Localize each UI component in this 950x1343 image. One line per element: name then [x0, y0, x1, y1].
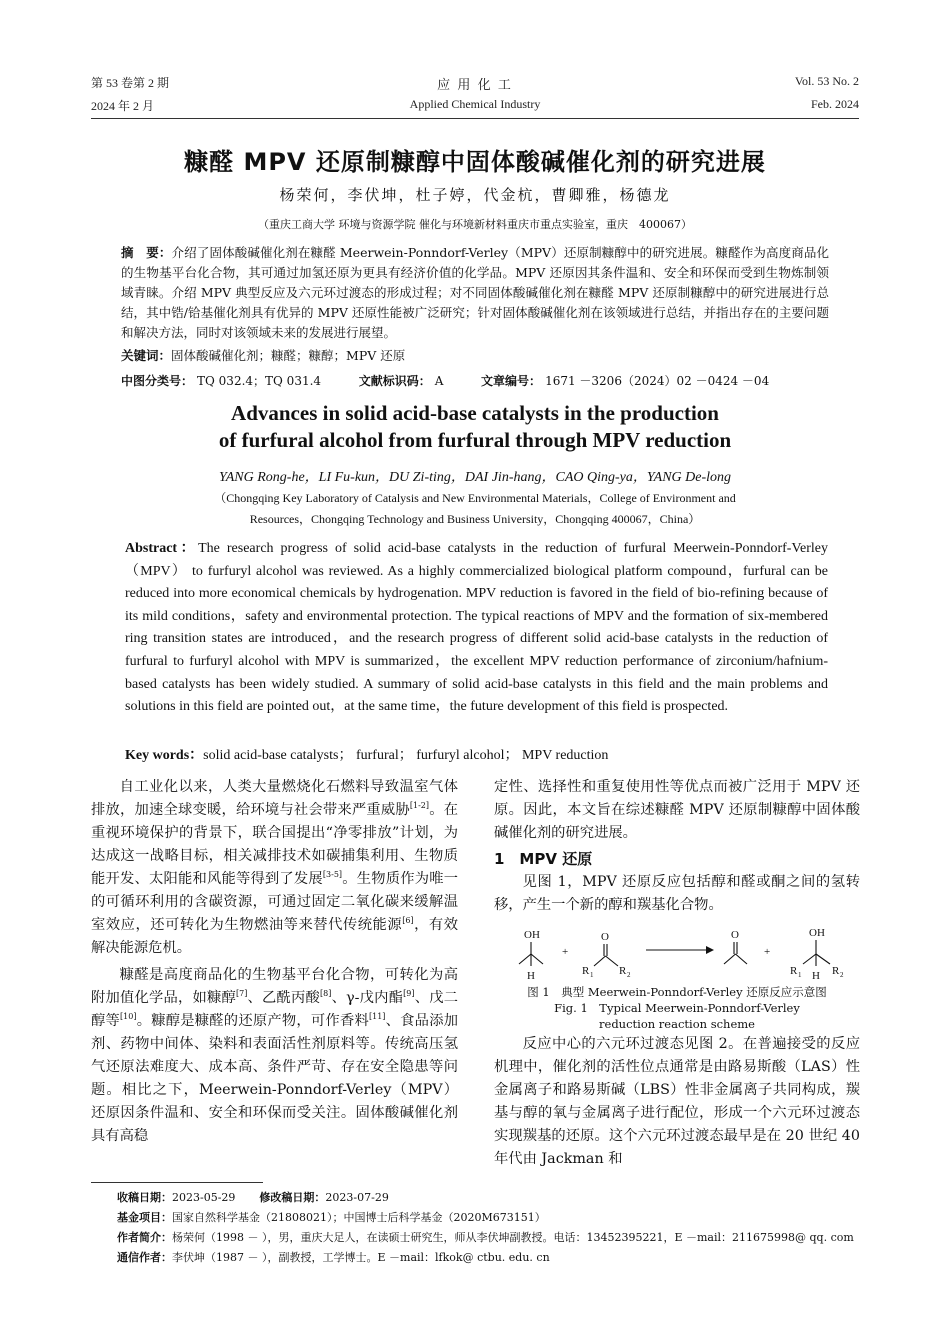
- clc-label: 中图分类号：: [121, 374, 194, 388]
- keywords-en-label: Key words：: [125, 748, 204, 763]
- doc-code-label: 文献标识码：: [358, 374, 431, 388]
- atom-label-h: H: [812, 970, 820, 982]
- author-bio: [117, 1228, 877, 1248]
- authors-cn: 杨荣何，李伏坤，杜子婷，代金杭，曹卿雅，杨德龙: [279, 186, 671, 204]
- abstract-cn-text: 介绍了固体酸碱催化剂在糠醛 Meerwein-Ponndorf-Verley（MPV）还原制糠醇中的研究进展。糠醛作为高度商品化的生物基平台化合物，其可通过加氢还原为更具有经济价值的化学品。MPV 还原因其条件温和、安全和环保而受到生物炼制领域青睐。介绍 MPV 典型反应及六元环过渡态的形成过程；对不同固体酸碱催化剂在糠醛 MPV 还原制糠醇中的研究进展进行总结，其中锆/铪基催化剂具有优异的 MPV 还原性能被广泛研究；针对固体酸碱催化剂在该领域进行总结，并指出存在的主要问题和解决方法，同时对该领域未来的发展进行展望。: [121, 245, 829, 340]
- text-run: 、戊二醇等: [91, 990, 459, 1029]
- abstract-en-text: The research progress of solid acid-base catalysts in the reduction of furfural Meerwein-Ponndorf-Verley（MPV） to furfuryl alcohol was reviewed. As a highly commercialized biological platform compound，furfural can be reduced into more economical chemicals by hydrogenation. MPV reduction is favored in the field of bio-refining because of its mild conditions，safety and environmental protection. The typical reactions of MPV and the formation of six-membered ring transition states are introduced，and the research progress of different solid acid-base catalysts in the reduction of furfural to furfuryl alcohol with MPV is summarized，the excellent MPV reduction performance of zirconium/hafnium-based catalysts has been widely studied. A summary of solid acid-base catalysts in this field and the main problems and solutions in this field are pointed out，at the same time，the future development of this field is prospected.: [125, 541, 828, 715]
- paper-title-en: [0, 400, 950, 454]
- title-en-line1: Advances in solid acid-base catalysts in the production: [231, 401, 719, 425]
- bond: [816, 954, 830, 964]
- citation: [10]: [120, 1012, 137, 1022]
- atom-label-r2: R: [832, 965, 840, 977]
- body-left-column: [91, 776, 458, 1148]
- label: 收稿日期：: [117, 1191, 172, 1204]
- intro-paragraph-3: 定性、选择性和重复使用性等优点而被广泛用于 MPV 还原。因此，本文旨在综述糠醛 MPV 还原制糠醇中固体酸碱催化剂的研究进展。: [494, 779, 860, 841]
- arrow-head: [706, 946, 714, 954]
- citation: [1-2]: [409, 801, 430, 811]
- text-run: 、乙酰丙酸: [247, 990, 321, 1006]
- figure-1-caption-en-2: reduction reaction scheme: [599, 1017, 755, 1031]
- citation: [8]: [320, 989, 332, 999]
- atom-label-r2: R: [619, 965, 627, 977]
- classification-row: [121, 372, 773, 389]
- citation: [9]: [403, 989, 415, 999]
- affiliation-en-line1: （Chongqing Key Laboratory of Catalysis and New Environmental Materials，College of Environment and: [214, 491, 736, 505]
- abstract-en-label: Abstract：: [125, 541, 199, 556]
- figure-1-caption-cn: 图 1 典型 Meerwein-Ponndorf-Verley 还原反应示意图: [527, 985, 827, 999]
- value: 国家自然科学基金（21808021）；中国博士后科学基金（2020M673151）: [172, 1211, 546, 1224]
- plus-sign: +: [562, 946, 569, 958]
- text-run: 、食品添加剂、药物中间体、染料和表面活性剂原料等。传统高压氢气还原法难度大、成本高、条件严苛、存在安全隐患等问题。相比之下，Meerwein-Ponndorf-Verley（MPV）还原因条件温和、安全和环保而受关注。固体酸碱催化剂具有高稳: [91, 1013, 459, 1144]
- section-1-paragraph-2: 反应中心的六元环过渡态见图 2。在普遍接受的反应机理中，催化剂的活性位点通常是由路易斯酸（LAS）性金属离子和路易斯碱（LBS）性非金属离子共同构成，羰基与醇的氧与金属离子进行配位，形成一个六元环过渡态实现羰基的还原。这个六元环过渡态最早是在 20 世纪 40 年代由 Jackman 和: [494, 1036, 860, 1167]
- subscript-1: 1: [590, 971, 594, 979]
- label: 通信作者：: [117, 1251, 172, 1264]
- bond: [736, 954, 748, 964]
- atom-label-h: H: [527, 970, 535, 982]
- affiliation-en-line2: Resources，Chongqing Technology and Business University，Chongqing 400067，China）: [249, 512, 701, 526]
- received-date: [117, 1188, 877, 1208]
- figure-1-caption: [494, 984, 860, 1032]
- plus-sign: +: [764, 946, 771, 958]
- text-run: 。生物质作为唯一的可循环利用的含碳资源，可通过固定二氧化碳来缓解温室效应，还可转化为生物燃油等来替代传统能源: [91, 871, 459, 933]
- keywords-en: [125, 744, 608, 764]
- body-right-column-bottom: [494, 1033, 860, 1171]
- citation: [11]: [369, 1012, 386, 1022]
- text-run: 、γ-戊内酯: [331, 990, 404, 1006]
- abstract-en: [125, 538, 828, 719]
- footer-notes: [117, 1188, 877, 1268]
- value: 2023-05-29: [172, 1191, 236, 1204]
- intro-paragraph-1: [91, 776, 458, 960]
- citation: [3-5]: [322, 870, 343, 880]
- bond: [594, 956, 606, 966]
- article-number-label: 文章编号：: [481, 374, 542, 388]
- journal-name-en: Applied Chemical Industry: [409, 97, 541, 111]
- authors-en: YANG Rong-he，LI Fu-kun，DU Zi-ting，DAI Jin-hang，CAO Qing-ya，YANG De-long: [218, 470, 732, 485]
- journal-name-cn: 应 用 化 工: [437, 77, 513, 92]
- abstract-cn-label: 摘 要：: [121, 245, 172, 260]
- citation: [6]: [402, 916, 414, 926]
- keywords-cn-text: 固体酸碱催化剂；糠醛；糠醇；MPV 还原: [171, 348, 406, 363]
- subscript-1: 1: [798, 971, 802, 979]
- value: 李伏坤（1987 － ），副教授，工学博士。E －mail：lfkok@ ctbu. edu. cn: [172, 1251, 550, 1264]
- text-run: ，有效解决能源危机。: [91, 917, 459, 956]
- atom-label-o: O: [601, 931, 609, 943]
- section-1-paragraph-1: 见图 1，MPV 还原反应包括醇和醛或酮之间的氢转移，产生一个新的醇和羰基化合物。: [494, 874, 860, 913]
- keywords-cn-label: 关键词：: [121, 348, 172, 363]
- mpv-reaction-scheme: [494, 922, 860, 986]
- article-number-value: 1671 －3206（2024）02 －0424 －04: [545, 374, 770, 388]
- fund-info: [117, 1208, 877, 1228]
- bond: [606, 956, 619, 966]
- atom-label-oh: OH: [809, 927, 825, 939]
- clc-value: TQ 032.4；TQ 031.4: [197, 374, 322, 388]
- affiliation-en: [0, 488, 950, 530]
- atom-label-r1: R: [582, 965, 590, 977]
- doc-code-value: A: [434, 374, 444, 388]
- value: 杨荣何（1998 － ），男，重庆大足人，在读硕士研究生，师从李伏坤副教授。电话：13452395221，E －mail：211675998@ qq. com: [172, 1231, 854, 1244]
- citation: [7]: [236, 989, 248, 999]
- subscript-2: 2: [840, 971, 844, 979]
- section-heading-1: 1 MPV 还原: [494, 850, 593, 868]
- header-rule: [91, 118, 859, 119]
- affiliation-cn: （重庆工商大学 环境与资源学院 催化与环境新材料重庆市重点实验室，重庆 400067）: [258, 218, 692, 231]
- text-run: 。糠醇是糠醛的还原产物，可作香料: [136, 1013, 369, 1029]
- body-right-column-top: [494, 776, 860, 917]
- label: 作者简介：: [117, 1231, 172, 1244]
- keywords-en-text: solid acid-base catalysts； furfural； furfuryl alcohol； MPV reduction: [203, 748, 609, 763]
- header-month: Feb. 2024: [811, 97, 859, 111]
- text-run: 。在重视环境保护的背景下，联合国提出“净零排放”计划，为达成这一战略目标，相关减排技术如碳捕集利用、生物质能开发、太阳能和风能等得到了发展: [91, 802, 459, 887]
- text-run: 糠醛是高度商品化的生物基平台化合物，可转化为高附加值化学品，如糠醇: [91, 967, 458, 1006]
- figure-1-caption-en-1: Fig. 1 Typical Meerwein-Ponndorf-Verley: [554, 1001, 800, 1015]
- label: 修改稿日期：: [259, 1191, 326, 1204]
- subscript-2: 2: [627, 971, 631, 979]
- text-run: 自工业化以来，人类大量燃烧化石燃料导致温室气体排放，加速全球变暖，给环境与社会带来严重威胁: [91, 779, 458, 818]
- header-date: 2024 年 2 月: [91, 99, 155, 113]
- label: 基金项目：: [117, 1211, 172, 1224]
- paper-title-cn: 糠醛 MPV 还原制糠醇中固体酸碱催化剂的研究进展: [184, 148, 766, 176]
- header-issue: 第 53 卷第 2 期: [91, 76, 170, 90]
- abstract-cn: [121, 243, 829, 343]
- bond: [724, 954, 736, 964]
- bond: [803, 954, 816, 964]
- atom-label-o: O: [731, 929, 739, 941]
- header-volume: Vol. 53 No. 2: [794, 74, 859, 88]
- bond: [531, 954, 543, 964]
- atom-label-r1: R: [790, 965, 798, 977]
- atom-label-oh: OH: [524, 929, 540, 941]
- title-en-line2: of furfural alcohol from furfural through MPV reduction: [218, 428, 732, 452]
- footer-rule: [91, 1182, 263, 1183]
- corresponding-author: [117, 1248, 877, 1268]
- intro-paragraph-2: [91, 964, 458, 1148]
- value: 2023-07-29: [325, 1191, 389, 1204]
- keywords-cn: [121, 346, 829, 366]
- bond: [519, 954, 531, 964]
